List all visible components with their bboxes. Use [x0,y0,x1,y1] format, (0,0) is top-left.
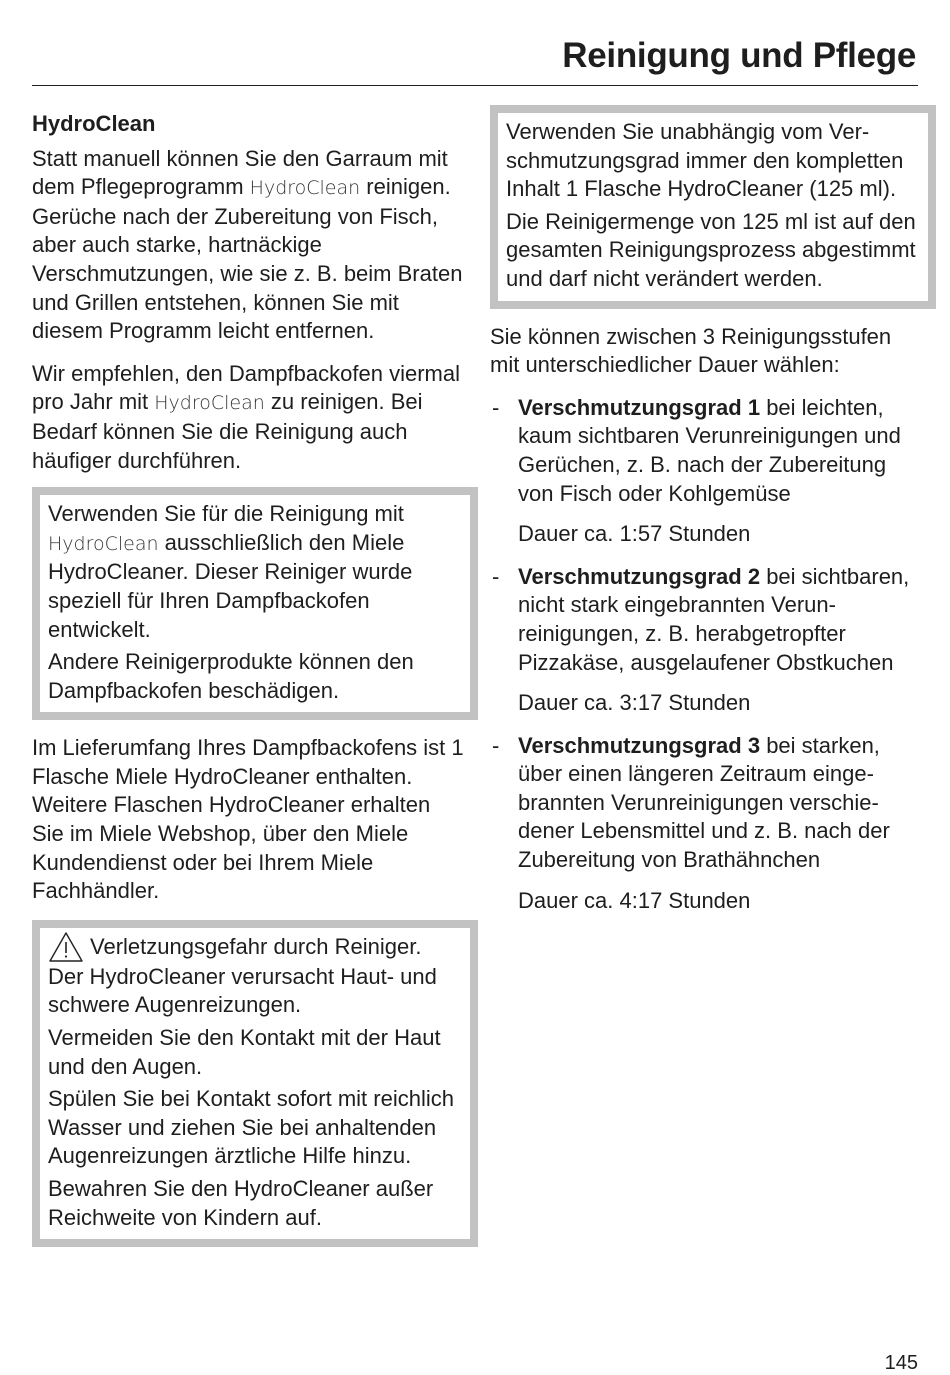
left-column [32,108,464,1247]
cleaning-level-list [490,563,920,677]
warning-triangle-icon [48,931,84,963]
level-duration: Dauer ca. 1:57 Stunden [518,521,751,547]
cleaning-level-list [490,732,920,875]
intro-text: Statt manuell können Sie den Garraum mit dem Pflegeprogramm [32,145,448,200]
page-number: 145 [884,1352,918,1374]
header-divider [32,85,918,86]
cleaner-note-box [32,487,478,720]
recommend-paragraph [32,360,464,475]
right-column [490,105,920,929]
list-item [490,732,920,875]
level-title: Verschmutzungsgrad 1 [518,394,761,420]
intro-text-end: reinigen. [360,174,451,200]
level-duration: Dauer ca. 3:17 Stunden [518,690,751,716]
level-description [518,732,920,875]
cleaner-note-end: ausschließlich den Miele HydroCleaner. Dieser Reiniger wurde speziell für Ihren Dampfbackofen entwickelt. [48,529,413,642]
warning-text-3: Spülen Sie bei Kontakt sofort mit reichlich Wasser und ziehen Sie bei anhaltenden Augenreizungen ärztliche Hilfe hinzu. [48,1086,454,1169]
recommend-text: Wir empfehlen, den Dampfbackofen viermal pro Jahr mit [32,360,460,415]
program-name: HydroClean [48,532,159,555]
delivery-paragraph: Im Lieferumfang Ihres Dampfbackofens ist 1 Flasche Miele HydroCleaner enthalten. Weitere Flaschen HydroCleaner erhalten Sie im Miele Webshop, über den Miele Kundendienst oder bei Ihrem Miele Fachhändler. [32,735,464,904]
cleaning-level-list [490,394,920,508]
list-item [490,394,920,508]
warning-text-1: Der HydroCleaner verursacht Haut- und schwere Augenreizungen. [48,963,437,1018]
cleaner-amount-text-2: Die Reinigermenge von 125 ml ist auf den gesamten Reinigungsprozess abgestimmt und darf nicht verändert werden. [506,208,916,291]
choose-level-paragraph: Sie können zwischen 3 Reinigungsstufen mit unterschiedlicher Dauer wählen: [490,323,892,378]
warning-title: Verletzungsgefahr durch Reiniger. [90,933,422,959]
cleaner-amount-text-1: Verwenden Sie unabhängig vom Verschmutzungsgrad immer den kompletten Inhalt 1 Flasche HydroCleaner (125 ml). [506,119,904,202]
level-title: Verschmutzungsgrad 3 [518,732,761,758]
cleaner-note-start: Verwenden Sie für die Reinigung mit [48,501,404,527]
level-text: bei leichten, kaum sichtbaren Verunreinigungen und Gerüchen, z. B. nach der Zubereitung von Fisch oder Kohlgemüse [518,394,901,506]
program-name: HydroClean [249,177,361,200]
intro-paragraph [32,145,464,203]
level-description [518,563,920,677]
warning-text-2: Vermeiden Sie den Kontakt mit der Haut und den Augen. [48,1025,441,1079]
level-text: bei sichtbaren, nicht stark eingebrannten Verunreinigungen, z. B. herabgetropfter Pizzakäse, ausgelaufener Obstkuchen [518,563,910,675]
list-item [490,563,920,677]
level-duration: Dauer ca. 4:17 Stunden [518,887,751,913]
cleaner-note-text [48,500,462,644]
warning-header [48,933,462,963]
list-dash: - [492,732,500,758]
odors-paragraph: Gerüche nach der Zubereitung von Fisch, aber auch starke, hartnäckige Verschmutzungen, wie sie z. B. beim Braten und Grillen entstehen, können Sie mit diesem Programm leicht entfernen. [32,203,463,344]
level-title: Verschmutzungsgrad 2 [518,563,761,589]
section-heading: HydroClean [32,111,156,136]
level-text: bei starken, über einen längeren Zeitraum eingebrannten Verunreinigungen verschiedener Lebensmittel und z. B. nach der Zubereitung von Brathähnchen [518,732,890,873]
program-name: HydroClean [154,392,265,415]
cleaner-amount-box [490,105,936,309]
cleaner-note-warning: Andere Reinigerprodukte können den Dampfbackofen beschädigen. [48,649,414,703]
warning-text-4: Bewahren Sie den HydroCleaner außer Reichweite von Kindern auf. [48,1176,434,1230]
list-dash: - [492,563,500,589]
list-dash: - [492,394,500,420]
recommend-text-end: zu reinigen. Bei Bedarf können Sie die Reinigung auch häufiger durchführen. [32,389,423,473]
warning-box [32,920,478,1247]
level-description [518,394,920,508]
page-title: Reinigung und Pflege [562,36,916,75]
